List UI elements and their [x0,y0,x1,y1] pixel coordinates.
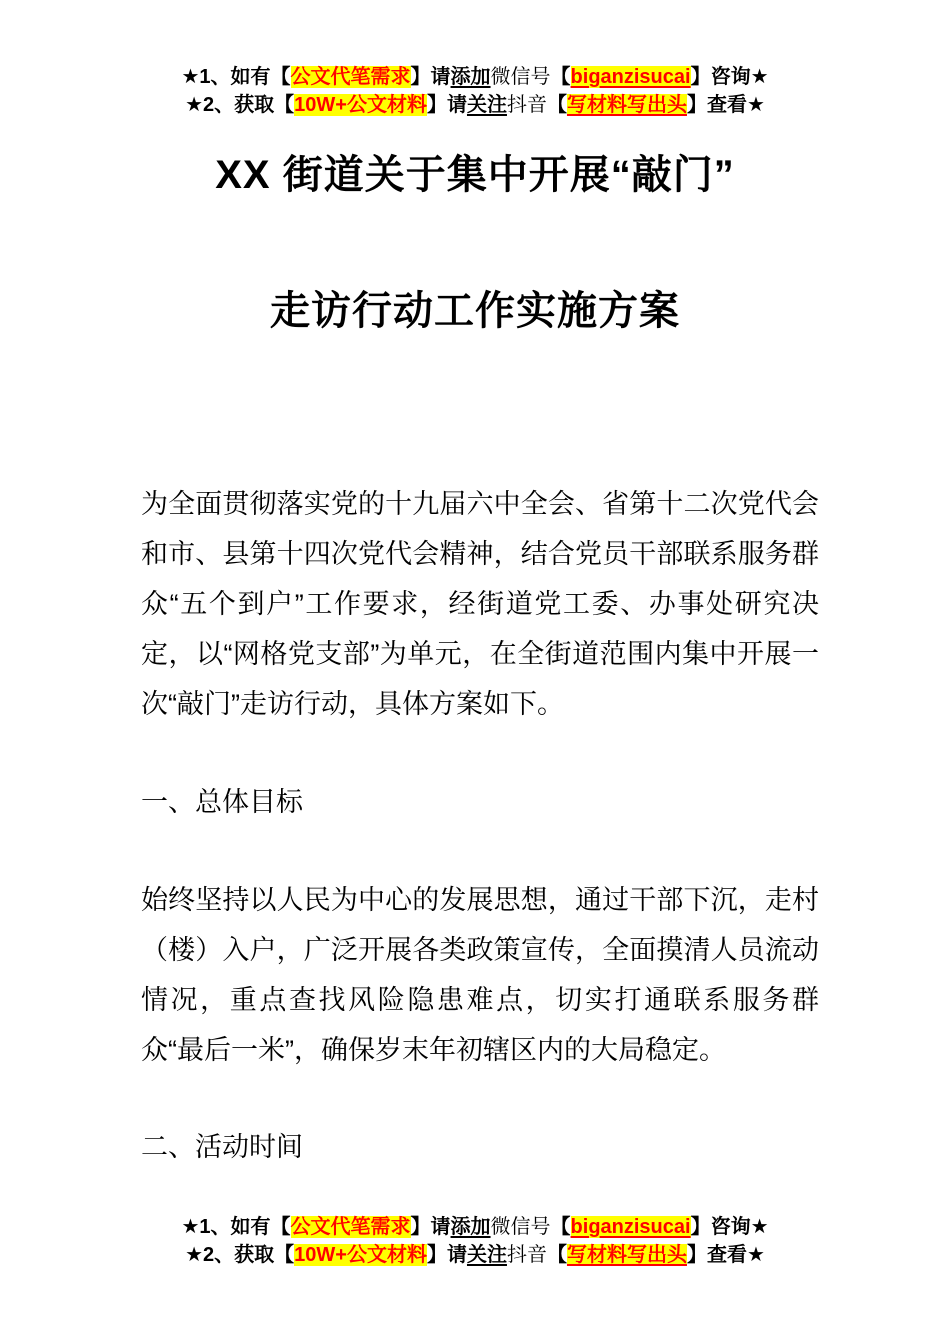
promo-text: 抖音 [506,1244,547,1266]
promo-text: 】查看★ [686,1244,765,1266]
promo-text: ★2、获取【 [185,1244,295,1266]
document-title-line-1: XX 街道关于集中开展“敲门” [215,153,735,197]
section-heading-1: 一、总体目标 [141,787,303,817]
follow-action: 关注 [466,94,507,116]
promo-text: 【 [550,66,571,88]
add-action: 添加 [450,66,491,88]
add-action: 添加 [450,1216,491,1238]
footer-promo-banner [0,1213,950,1269]
promo-text: 【 [546,1244,567,1266]
header-promo-banner [0,63,950,119]
promo-text: 】请 [410,1216,451,1238]
promo-line-1 [0,63,950,91]
document-title-line-2: 走访行动工作实施方案 [270,289,680,333]
promo-text: 【 [550,1216,571,1238]
promo-line-2 [0,1241,950,1269]
promo-line-2 [0,91,950,119]
service-keyword: 公文代笔需求 [290,66,411,88]
section-heading-2: 二、活动时间 [141,1132,303,1162]
promo-text: 】请 [426,1244,467,1266]
material-keyword: 10W+公文材料 [294,94,427,116]
promo-text: ★1、如有【 [181,66,291,88]
promo-line-1 [0,1213,950,1241]
promo-text: 抖音 [506,94,547,116]
douyin-account: 写材料写出头 [566,1244,687,1266]
wechat-id: biganzisucai [570,1216,691,1238]
promo-text: 】请 [426,94,467,116]
promo-text: ★1、如有【 [181,1216,291,1238]
material-keyword: 10W+公文材料 [294,1244,427,1266]
promo-text: 】请 [410,66,451,88]
promo-text: 】查看★ [686,94,765,116]
promo-text: 】咨询★ [690,66,769,88]
body-paragraph-2: 始终坚持以人民为中心的发展思想，通过干部下沉，走村（楼）入户，广泛开展各类政策宣传，全面摸清人员流动情况，重点查找风险隐患难点，切实打通联系服务群众“最后一米”，确保岁末年初辖区内的大局稳定。 [141,885,819,1065]
promo-text: ★2、获取【 [185,94,295,116]
wechat-id: biganzisucai [570,66,691,88]
promo-text: 微信号 [490,66,551,88]
follow-action: 关注 [466,1244,507,1266]
body-paragraph-1: 为全面贯彻落实党的十九届六中全会、省第十二次党代会和市、县第十四次党代会精神，结合党员干部联系服务群众“五个到户”工作要求，经街道党工委、办事处研究决定，以“网格党支部”为单元，在全街道范围内集中开展一次“敲门”走访行动，具体方案如下。 [141,489,819,719]
promo-text: 微信号 [490,1216,551,1238]
promo-text: 【 [546,94,567,116]
promo-text: 】咨询★ [690,1216,769,1238]
douyin-account: 写材料写出头 [566,94,687,116]
service-keyword: 公文代笔需求 [290,1216,411,1238]
